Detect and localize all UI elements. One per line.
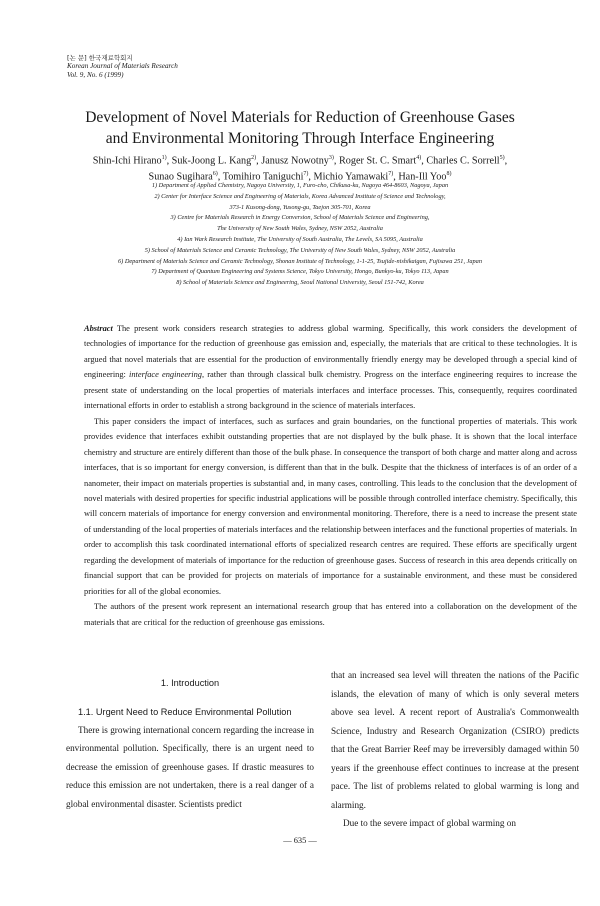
author-line-2: Sunao Sugihara$^{6)}$, Tomihiro Taniguchi$^{7)}$, Michio Yamawaki$^{7)}$, Han-Ill Yoo$^{8)}$ [148,170,452,183]
author-line-1: Shin-Ichi Hirano$^{1)}$, Suk-Joong L. Kang$^{2)}$, Janusz Nowotny$^{3)}$, Roger St. C. Smart$^{4)}$, Charles C. Sorrell$^{5)}$, [92,155,508,167]
abstract [84,321,577,630]
author-name: Han-Ill Yoo [398,171,447,183]
affiliation-list [20,181,580,289]
author-mark: 5) [499,155,505,161]
author-mark: 1) [161,155,167,161]
journal-volume: Vol. 9, No. 6 (1999) [67,70,124,79]
author-mark: 4) [416,155,422,161]
author-name: Sunao Sugihara [148,171,213,183]
paper-title [40,107,560,149]
author-list [30,152,570,184]
author-mark: 7) [303,170,309,177]
author-name: Tomihiro Taniguchi [222,171,304,183]
affiliation-line: 373-1 Kusong-dong, Yusong-gu, Taejon 305-701, Korea [229,203,371,211]
affiliation-line: 3) Centre for Materials Research in Energy Conversion, School of Materials Science and Engineering, [170,214,430,222]
affiliation-line: 4) Ian Wark Research Institute, The University of South Australia, The Levels, SA 5095, Australia [177,235,423,243]
abstract-label: Abstract [84,324,113,333]
abstract-paragraph-1: Abstract The present work considers research strategies to address global warming. Specifically, this work considers the development of technologies of importance for the reduction of greenhouse gas emission and, especially, the materials that are critical to these technologies. It is argued that novel materials that are essential for the production of environmentally friendly energy may be developed through a special kind of engineering: interface engineering, rather than through classical bulk chemistry. Progress on the interface engineering requires to increase the present state of understanding on the local properties of materials interfaces and interface processes. This, consequently, requires coordinated international efforts in order to establish a strong background in the science of materials interfaces. [84,324,577,411]
author-name: Shin-Ichi Hirano [92,155,162,167]
abstract-paragraph-2: This paper considers the impact of interfaces, such as surfaces and grain boundaries, on the functional properties of materials. This work provides evidence that interfaces exhibit outstanding properties that are not displayed by the bulk phase. It is shown that the local interface chemistry and structure are entirely different than those of the bulk phase. In consequence the transport of both charge and matter along and across interfaces, that is so important for energy conversion, is different than that in the bulk. Despite that the thickness of interfaces is of an order of a nanometer, their impact on materials properties is substantial and, in many cases, controlling. This leads to the conclusion that the development of novel materials with desired properties for specific industrial applications will be possible through controlled interface chemistry. Specifically, this will concern materials of importance for energy conversion and environmental monitoring. Therefore, there is a need to increase the present state of understanding of the local properties of materials interfaces and the relationship between interfaces and the functional properties of materials. In order to accomplish this task coordinated international efforts of specialized research centres are required. These efforts are specifically urgent regarding the development of materials of importance for the reduction of greenhouse gases. Success of research in this area depends critically on financial support that can be provided for projects on materials of importance for a sustainable environment, and these must be considered priorities for all of the global economies. [84,416,577,596]
right-column [331,666,579,833]
body-paragraph: There is growing international concern regarding the increase in environmental pollution. Specifically, there is an urgent need to decrease the emission of greenhouse gases. If drastic measures to reduce this emission are not undertaken, there is a real danger of a global environmental disaster. Scientists predict [66,724,314,809]
journal-name: Korean Journal of Materials Research [67,62,178,71]
affiliation-line: The University of New South Wales, Sydney, NSW 2052, Australia [217,225,383,233]
author-mark: 3) [328,155,334,161]
journal-korean-name: [논 문] 한국재료학회지 [67,54,133,62]
affiliation-line: 7) Department of Quantum Engineering and Systems Science, Tokyo University, Hongo, Bunkyo-ku, Tokyo 113, Japan [151,268,449,276]
subsection-heading: 1.1. Urgent Need to Reduce Environmental Pollution [78,706,292,717]
author-name: Charles C. Sorrell [426,155,500,167]
author-name: Suk-Joong L. Kang [171,155,252,167]
affiliation-line: 5) School of Materials Science and Ceramic Technology, The University of New South Wales, Sydney, NSW 2052, Australia [144,246,456,254]
author-mark: 2) [251,155,257,161]
affiliation-line: 8) School of Materials Science and Engineering, Seoul National University, Seoul 151-742, Korea [176,279,424,287]
section-heading: 1. Introduction [160,678,220,688]
author-name: Roger St. C. Smart [339,155,417,167]
author-name: Michio Yamawaki [313,171,389,183]
abstract-paragraph-3: The authors of the present work represent an international research group that has entered into a collaboration on the development of the materials that are critical for the reduction of greenhouse gas emissions. [84,602,577,627]
affiliation-line: 6) Department of Materials Science and Ceramic Technology, Shonan Institute of Technology, 1-1-25, Tsujide-nishikaigan, Fujisawa 251, Japan [118,257,482,265]
body-paragraph: Due to the severe impact of global warming on [343,818,516,828]
author-mark: 7) [388,170,394,177]
body-paragraph: that an increased sea level will threaten the nations of the Pacific islands, the elevation of many of which is only several meters above sea level. A recent report of Australia's Commonwealth Science, Industry and Research Organization (CSIRO) predicts that the Great Barrier Reef may be irreversibly damaged within 50 years if the greenhouse effect continues to increase at the present pace. The list of problems related to global warming is long and alarming. [331,670,579,810]
title-line-1: Development of Novel Materials for Reduction of Greenhouse Gases [85,109,515,126]
page-number: — 635 — [283,836,317,845]
affiliation-line: 2) Center for Interface Science and Engineering of Materials, Korea Advanced Institute of Science and Technology, [154,192,446,200]
title-line-2: and Environmental Monitoring Through Interface Engineering [105,130,495,147]
author-name: Janusz Nowotny [261,155,329,167]
left-column [66,666,314,813]
author-mark: 6) [212,170,218,177]
emphasis-term: interface engineering [129,370,202,380]
affiliation-line: 1) Department of Applied Chemistry, Nagoya University, 1, Furo-cho, Chikusa-ku, Nagoya 464-8603, Nagoya, Japan [151,182,449,189]
journal-header [67,54,178,79]
author-mark: 8) [446,170,452,177]
